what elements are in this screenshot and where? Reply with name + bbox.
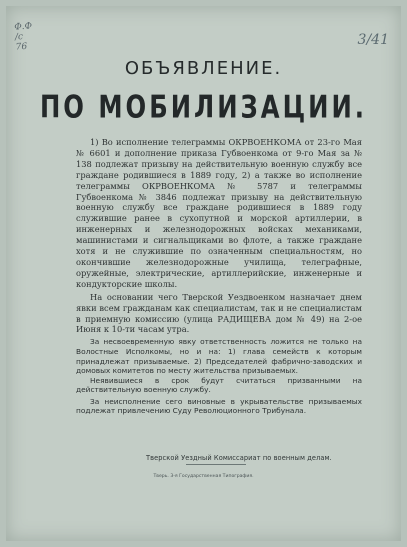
paragraph-appearance-date: На основании чего Тверской Уездвоенком назначает днем явки всем гражданам как специалистам, так и не специалистам в приемную комиссию (улица РАДИЩЕВА дом № 49) на 2-ое Июня к 10-ти часам утра. <box>76 291 362 335</box>
poster-subtitle: ПО МОБИЛИЗАЦИИ. <box>39 89 368 126</box>
signature: Тверской Уездный Комиссариат по военным делам. <box>146 454 332 462</box>
archive-mark-line: /с <box>14 32 24 43</box>
paragraph-responsibility: За несвоевременную явку ответственность ложится не только на Волостные Исполкомы, но и на: 1) глава семейств к которым принадлежат призываемые. 2) Председателей фабрично-заводских и домовых комитетов по месту жительства призываемых. <box>76 337 362 376</box>
poster-body <box>76 137 362 416</box>
paragraph-penalty: За неисполнение сего виновные в укрывательстве призываемых подлежат привлечению Суду Революционного Трибунала. <box>76 396 362 416</box>
archive-marks <box>14 21 34 52</box>
archive-page-number: 3/41 <box>357 32 389 48</box>
paragraph-conscription: 1) Во исполнение телеграммы ОКРВОЕНКОМА от 23-го Мая № 6601 и дополнение приказа Губвоенкома от 9-го Мая за № 138 подлежат призыву на действительную военную службу все граждане родившиеся в 1889 году, 2) а также во исполнение телеграммы ОКРВОЕНКОМА № 5787 и телеграммы Губвоенкома № 3846 подлежат призыву на действительную военную службу все граждане родившиеся в 1889 году служившие ранее в сухопутной и морской артиллерии, в инженерных и железнодорожных войсках механиками, машинистами и сигнальщиками во флоте, а также граждане хотя и не служившие по означенным специальностям, но окончившие железнодорожные училища, телеграфные, оружейные, электрические, артиллерийские, инженерные и кондукторские школы. <box>76 137 362 289</box>
printer-imprint: Тверь. 3-я Государственная Типография. <box>153 474 254 479</box>
archive-mark-line: Ф.Ф <box>13 21 33 33</box>
archive-mark-line: 76 <box>15 41 28 53</box>
paragraph-non-appearance: Неявившиеся в срок будут считаться призванными на действительную военную службу. <box>76 375 362 395</box>
poster-title: ОБЪЯВЛЕНИЕ. <box>124 58 283 79</box>
divider <box>186 464 246 465</box>
